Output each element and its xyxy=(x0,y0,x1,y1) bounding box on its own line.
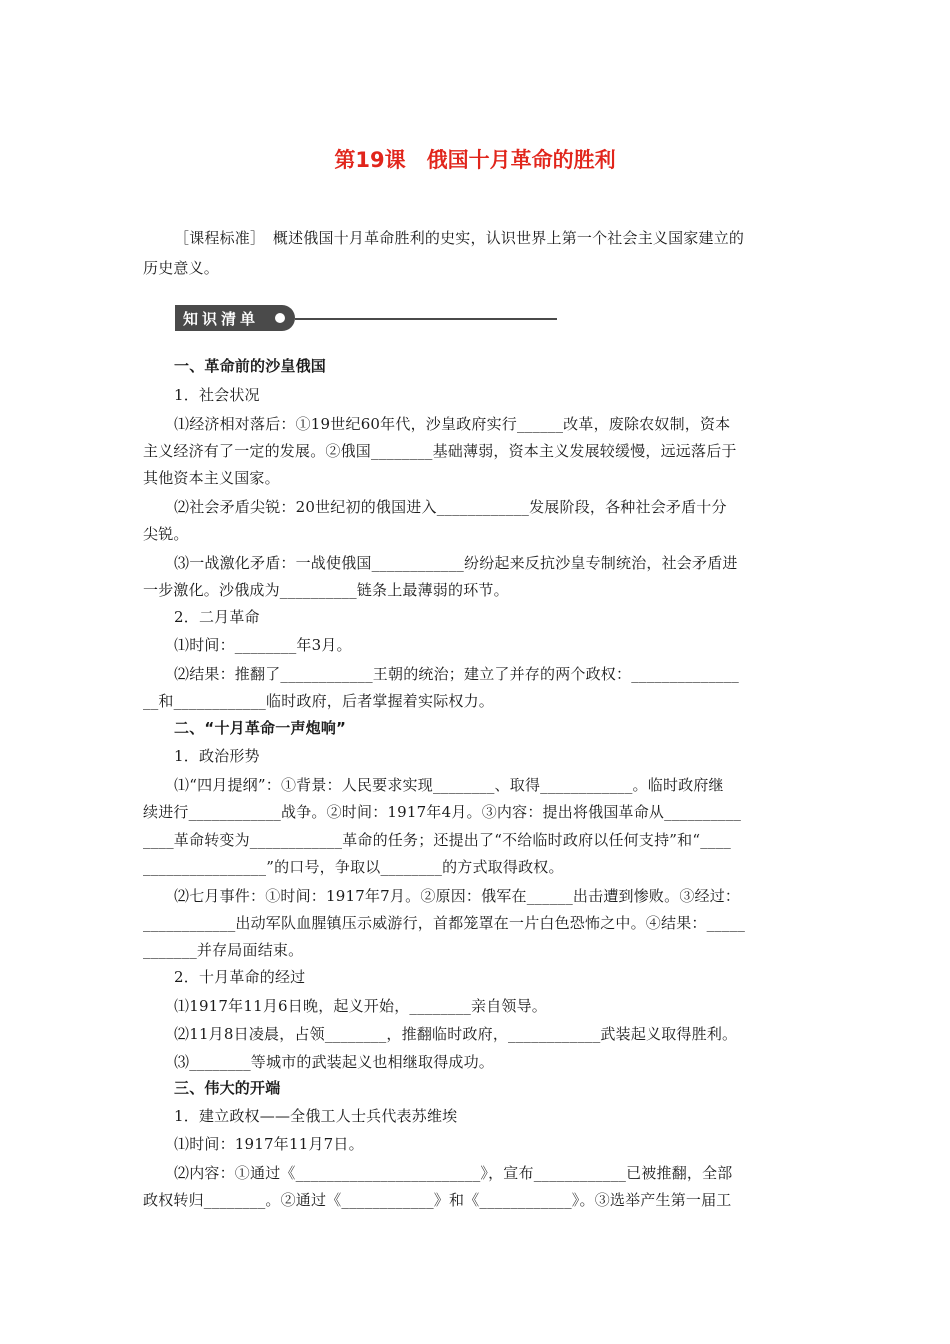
text-line: 其他资本主义国家。 xyxy=(143,469,280,487)
section-badge-label: 知识清单 xyxy=(183,310,260,328)
text-line: ⑴时间：________年3月。 xyxy=(174,636,352,654)
curriculum-standard-line-2: 历史意义。 xyxy=(143,259,220,277)
text-line: __和____________临时政府，后者掌握着实际权力。 xyxy=(143,692,495,710)
text-line: 政权转归________。②通过《____________》和《____________》。③选举产生第一届工 xyxy=(143,1191,732,1209)
text-line: ⑵社会矛盾尖锐：20世纪初的俄国进入____________发展阶段，各种社会矛盾十分 xyxy=(174,498,727,516)
text-line: ⑵七月事件：①时间：1917年7月。②原因：俄军在______出击遭到惨败。③经过： xyxy=(174,887,741,905)
page-title: 第19课 俄国十月革命的胜利 xyxy=(334,148,616,172)
text-line: ⑴“四月提纲”：①背景：人民要求实现________、取得____________。临时政府继 xyxy=(174,776,724,794)
subheading: 2．十月革命的经过 xyxy=(174,968,306,986)
text-line: ⑵11月8日凌晨，占领________，推翻临时政府，____________武装起义取得胜利。 xyxy=(174,1025,738,1043)
text-line: ⑴经济相对落后：①19世纪60年代，沙皇政府实行______改革，废除农奴制，资本 xyxy=(174,415,731,433)
text-line: 主义经济有了一定的发展。②俄国________基础薄弱，资本主义发展较缓慢，远远落后于 xyxy=(143,442,737,460)
subheading: 2．二月革命 xyxy=(174,608,260,626)
subheading: 1．建立政权——全俄工人士兵代表苏维埃 xyxy=(174,1107,458,1125)
text-line: ⑶________等城市的武装起义也相继取得成功。 xyxy=(174,1053,495,1071)
text-line: ____革命转变为____________革命的任务；还提出了“不给临时政府以任何支持”和“____ xyxy=(143,831,732,849)
subheading: 1．政治形势 xyxy=(174,747,260,765)
bullet-dot-icon xyxy=(275,313,285,323)
heading-3: 三、伟大的开端 xyxy=(174,1079,281,1097)
text-line: ⑴时间：1917年11月7日。 xyxy=(174,1135,364,1153)
text-line: ____________出动军队血腥镇压示威游行，首都笼罩在一片白色恐怖之中。④结果：_____ xyxy=(143,914,746,932)
section-badge xyxy=(175,305,295,331)
text-line: 尖锐。 xyxy=(143,525,189,543)
text-line: ________________”的口号，争取以________的方式取得政权。 xyxy=(143,858,564,876)
text-line: ⑵结果：推翻了____________王朝的统治；建立了并存的两个政权：______________ xyxy=(174,665,740,683)
text-line: ⑴1917年11月6日晚，起义开始，________亲自领导。 xyxy=(174,997,548,1015)
subheading: 1．社会状况 xyxy=(174,386,260,404)
text-line: _______并存局面结束。 xyxy=(143,941,304,959)
text-line: 续进行____________战争。②时间：1917年4月。③内容：提出将俄国革命从__________ xyxy=(143,803,742,821)
heading-1: 一、革命前的沙皇俄国 xyxy=(174,357,327,375)
text-line: 一步激化。沙俄成为__________链条上最薄弱的环节。 xyxy=(143,581,509,599)
section-divider xyxy=(295,318,557,320)
heading-2: 二、“十月革命一声炮响” xyxy=(174,719,347,737)
curriculum-standard-line-1: ［课程标准］ 概述俄国十月革命胜利的史实，认识世界上第一个社会主义国家建立的 xyxy=(174,229,745,247)
text-line: ⑶一战激化矛盾：一战使俄国____________纷纷起来反抗沙皇专制统治，社会矛盾进 xyxy=(174,554,738,572)
text-line: ⑵内容：①通过《________________________》，宣布____________已被推翻，全部 xyxy=(174,1164,733,1182)
